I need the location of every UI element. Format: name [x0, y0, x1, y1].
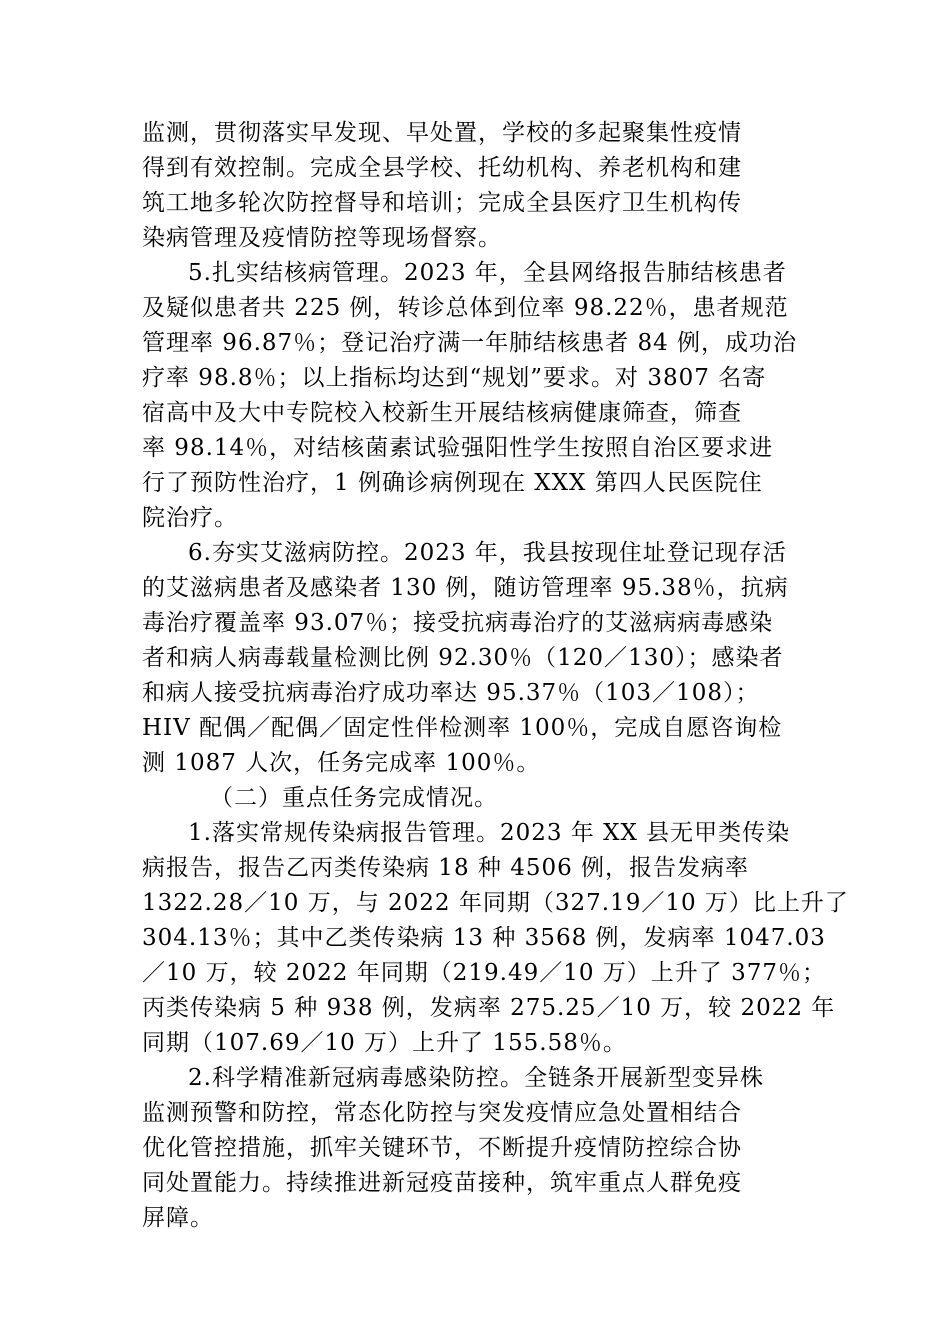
text-line: 监测，贯彻落实早发现、早处置，学校的多起聚集性疫情 [142, 120, 742, 146]
text-line: 304.13％；其中乙类传染病 13 种 3568 例，发病率 1047.03 [142, 925, 826, 951]
paragraph-disease-reporting [142, 816, 849, 1061]
text-line: 和病人接受抗病毒治疗成功率达 95.37％（103／108）； [142, 680, 760, 706]
document-body [142, 116, 849, 1236]
text-line: 1.落实常规传染病报告管理。2023 年 XX 县无甲类传染 [188, 820, 791, 846]
text-line: 测 1087 人次，任务完成率 100％。 [142, 750, 541, 776]
paragraph-tuberculosis [142, 256, 808, 536]
text-line: 同期（107.69／10 万）上升了 155.58％。 [142, 1030, 627, 1056]
text-line: HIV 配偶／配偶／固定性伴检测率 100％，完成自愿咨询检 [142, 715, 783, 741]
text-line: 优化管控措施，抓牢关键环节，不断提升疫情防控综合协 [142, 1135, 742, 1161]
text-line: 同处置能力。持续推进新冠疫苗接种，筑牢重点人群免疫 [142, 1170, 742, 1196]
text-line: 率 98.14％，对结核菌素试验强阳性学生按照自治区要求进 [142, 435, 774, 461]
text-line: 1322.28／10 万，与 2022 年同期（327.19／10 万）比上升了 [142, 890, 849, 916]
text-line: 病报告，报告乙丙类传染病 18 种 4506 例，报告发病率 [142, 855, 750, 881]
text-line: 管理率 96.87％；登记治疗满一年肺结核患者 84 例，成功治 [142, 330, 798, 356]
text-line: 监测预警和防控，常态化防控与突发疫情应急处置相结合 [142, 1100, 742, 1126]
paragraph-aids-control [142, 536, 808, 781]
text-line: 染病管理及疫情防控等现场督察。 [142, 225, 502, 251]
text-line: 宿高中及大中专院校入校新生开展结核病健康筛查，筛查 [142, 400, 742, 426]
text-line: 筑工地多轮次防控督导和培训；完成全县医疗卫生机构传 [142, 190, 742, 216]
text-line: 丙类传染病 5 种 938 例，发病率 275.25／10 万，较 2022 年 [142, 995, 836, 1021]
paragraph-covid-control [142, 1061, 808, 1236]
text-line: 行了预防性治疗，1 例确诊病例现在 XXX 第四人民医院住 [142, 470, 763, 496]
paragraph-outbreak-monitoring [142, 116, 808, 256]
text-line: 疗率 98.8％；以上指标均达到“规划”要求。对 3807 名寄 [142, 365, 767, 391]
text-line: 5.扎实结核病管理。2023 年，全县网络报告肺结核患者 [188, 260, 787, 286]
text-line: 6.夯实艾滋病防控。2023 年，我县按现住址登记现存活 [188, 540, 787, 566]
section-heading: （二）重点任务完成情况。 [210, 785, 498, 811]
text-line: 屏障。 [142, 1205, 214, 1231]
text-line: 院治疗。 [142, 505, 238, 531]
text-line: 2.科学精准新冠病毒感染防控。全链条开展新型变异株 [188, 1065, 764, 1091]
text-line: 得到有效控制。完成全县学校、托幼机构、养老机构和建 [142, 155, 742, 181]
text-line: 的艾滋病患者及感染者 130 例，随访管理率 95.38％，抗病 [142, 575, 789, 601]
text-line: 及疑似患者共 225 例，转诊总体到位率 98.22％，患者规范 [142, 295, 789, 321]
text-line: ／10 万，较 2022 年同期（219.49／10 万）上升了 377％； [142, 960, 826, 986]
text-line: 者和病人病毒载量检测比例 92.30％（120／130）；感染者 [142, 645, 784, 671]
text-line: 毒治疗覆盖率 93.07％；接受抗病毒治疗的艾滋病病毒感染 [142, 610, 774, 636]
